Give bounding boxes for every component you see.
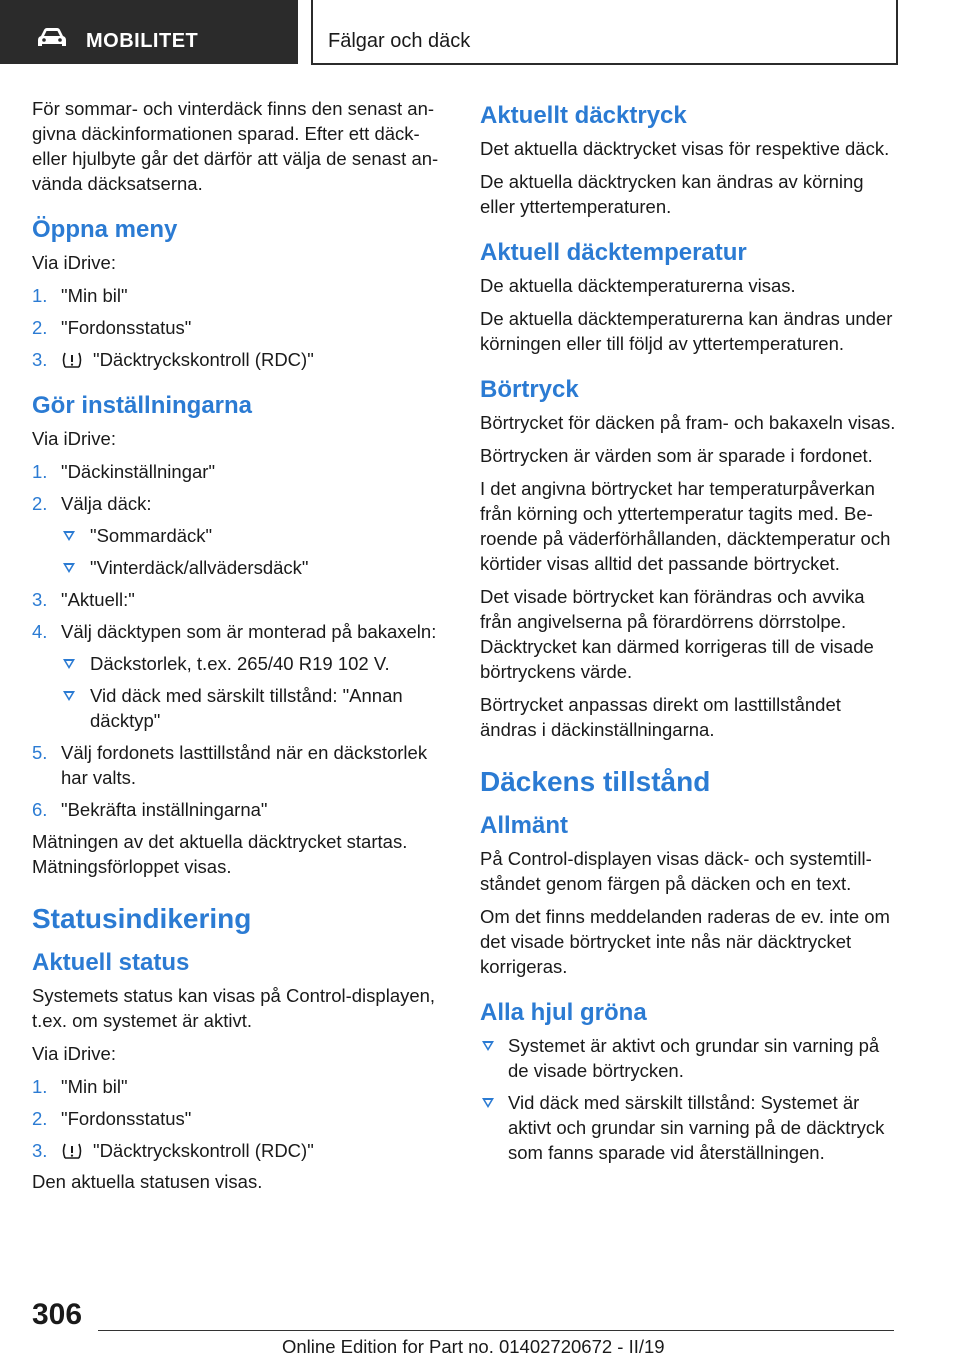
- status-steps: [32, 1074, 450, 1163]
- step-text: "Fordonsstatus": [61, 317, 192, 338]
- target-paragraph-1: Börtrycket för däcken på fram- och bakaxeln visas.: [480, 412, 896, 433]
- general-heading: Allmänt: [480, 812, 569, 839]
- list-item: [32, 283, 450, 308]
- triangle-bullet-icon: [63, 691, 75, 701]
- option-text: "Vinterdäck/allvädersdäck": [90, 557, 309, 578]
- step-number: 1.: [32, 285, 48, 306]
- current-status-heading: Aktuell status: [32, 949, 190, 976]
- list-item: [32, 797, 450, 822]
- triangle-bullet-icon: [482, 1041, 494, 1051]
- settings-steps: [32, 459, 450, 822]
- via-idrive-text: Via iDrive:: [32, 428, 116, 449]
- list-item: [32, 315, 450, 340]
- triangle-bullet-icon: [63, 659, 75, 669]
- step-number: 6.: [32, 799, 48, 820]
- step-number: 3.: [32, 349, 48, 370]
- step-number: 2.: [32, 493, 48, 514]
- current-pressure-heading: Aktuellt däcktryck: [480, 102, 687, 129]
- step-text: "Däckinställningar": [61, 461, 216, 482]
- page-header: [0, 0, 960, 66]
- bullet-text: Vid däck med särskilt tillstånd: Systemet är aktivt och grundar sin varning på de däcktryck som fanns sparade vid återställningen.: [508, 1092, 885, 1163]
- list-item: [480, 1090, 898, 1165]
- step-number: 1.: [32, 1076, 48, 1097]
- via-idrive-text: Via iDrive:: [32, 252, 116, 273]
- list-item: [32, 587, 450, 612]
- step-number: 3.: [32, 589, 48, 610]
- car-icon: [36, 27, 68, 54]
- step-number: 2.: [32, 1108, 48, 1129]
- step-text: "Däcktryckskontroll (RDC)": [93, 349, 314, 370]
- triangle-bullet-icon: [63, 531, 75, 541]
- tire-type-list: [61, 651, 450, 733]
- tire-pressure-warning-icon: [61, 352, 83, 368]
- settings-heading: Gör inställningarna: [32, 392, 253, 419]
- list-item: [61, 555, 450, 580]
- list-item: [32, 491, 450, 580]
- triangle-bullet-icon: [63, 563, 75, 573]
- step-text: "Min bil": [61, 1076, 128, 1097]
- edition-text: Online Edition for Part no. 01402720672 - II/19: [282, 1336, 665, 1357]
- section-tab[interactable]: [0, 0, 298, 64]
- target-paragraph-4: Det visade börtrycket kan förändras och avvika från angivelserna på förardörrens dörrstolpe. Däcktrycket kan därmed korrigeras till de visade börtryckens värde.: [480, 586, 874, 682]
- triangle-bullet-icon: [482, 1098, 494, 1108]
- option-text: "Sommardäck": [90, 525, 213, 546]
- target-paragraph-3: I det angivna börtrycket har temperaturpåverkan från körning och yttertemperatur tagits med. Beroende på väderförhållanden, däcktemperatur och körtider visas alltid det passande börtrycket.: [480, 478, 891, 574]
- list-item: [32, 1074, 450, 1099]
- step-text: Välj fordonets lasttillstånd när en däckstorlek har valts.: [61, 742, 428, 788]
- step-text: Välja däck:: [61, 493, 152, 514]
- step-number: 3.: [32, 1140, 48, 1161]
- target-paragraph-2: Börtrycken är värden som är sparade i fordonet.: [480, 445, 873, 466]
- chapter-title: Fälgar och däck: [328, 30, 471, 52]
- step-number: 2.: [32, 317, 48, 338]
- section-label: MOBILITET: [86, 30, 199, 52]
- list-item: [32, 1106, 450, 1131]
- step-text: "Min bil": [61, 285, 128, 306]
- current-temperature-heading: Aktuell däcktemperatur: [480, 239, 747, 266]
- tire-condition-heading: Däckens tillstånd: [480, 766, 711, 797]
- step-text: "Fordonsstatus": [61, 1108, 192, 1129]
- tire-choice-list: [61, 523, 450, 580]
- option-text: Vid däck med särskilt tillstånd: "Annan däcktyp": [90, 685, 403, 731]
- tire-pressure-warning-icon: [61, 1143, 83, 1159]
- left-column: [32, 96, 450, 1202]
- open-menu-heading: Öppna meny: [32, 216, 178, 243]
- measurement-note: Mätningen av det aktuella däcktrycket startas. Mätningsförloppet visas.: [32, 831, 408, 877]
- step-text: Välj däcktypen som är monterad på bakaxeln:: [61, 621, 437, 642]
- list-item: [32, 459, 450, 484]
- temperature-paragraph-1: De aktuella däcktemperaturerna visas.: [480, 275, 796, 296]
- status-heading: Statusindikering: [32, 903, 252, 934]
- page-number: 306: [32, 1298, 83, 1331]
- pressure-paragraph-1: Det aktuella däcktrycket visas för respektive däck.: [480, 138, 890, 159]
- status-paragraph: Systemets status kan visas på Control-displayen, t.ex. om systemet är aktivt.: [32, 985, 436, 1031]
- step-number: 4.: [32, 621, 48, 642]
- step-text: "Däcktryckskontroll (RDC)": [93, 1140, 314, 1161]
- chapter-tab[interactable]: [311, 0, 898, 65]
- list-item: [32, 347, 450, 372]
- status-note: Den aktuella statusen visas.: [32, 1171, 263, 1192]
- right-column: [480, 96, 898, 1172]
- footer-divider: [98, 1330, 894, 1331]
- bullet-text: Systemet är aktivt och grundar sin varning på de visade börtrycken.: [508, 1035, 880, 1081]
- step-number: 5.: [32, 742, 48, 763]
- list-item: [32, 619, 450, 733]
- target-pressure-heading: Börtryck: [480, 376, 579, 403]
- list-item: [32, 740, 450, 790]
- list-item: [61, 651, 450, 676]
- step-number: 1.: [32, 461, 48, 482]
- via-idrive-text: Via iDrive:: [32, 1043, 116, 1064]
- list-item: [61, 523, 450, 548]
- option-text: Däckstorlek, t.ex. 265/40 R19 102 V.: [90, 653, 390, 674]
- step-text: "Aktuell:": [61, 589, 135, 610]
- green-bullets: [480, 1033, 898, 1165]
- list-item: [32, 1138, 450, 1163]
- list-item: [61, 683, 450, 733]
- list-item: [480, 1033, 898, 1083]
- general-paragraph-2: Om det finns meddelanden raderas de ev. inte om det visade börtrycket inte nås när däcktrycket korrigeras.: [480, 906, 890, 977]
- target-paragraph-5: Börtrycket anpassas direkt om lasttillståndet ändras i däckinställningarna.: [480, 694, 841, 740]
- intro-paragraph: För sommar- och vinterdäck finns den senast angivna däckinformationen sparad. Efter ett däck- eller hjulbyte går det därför att välja de senast använda däcksatserna.: [32, 98, 439, 194]
- step-text: "Bekräfta inställningarna": [61, 799, 268, 820]
- open-menu-steps: [32, 283, 450, 372]
- pressure-paragraph-2: De aktuella däcktrycken kan ändras av körning eller yttertemperaturen.: [480, 171, 864, 217]
- general-paragraph-1: På Control-displayen visas däck- och systemtillståndet genom färgen på däcken och en text.: [480, 848, 872, 894]
- all-wheels-green-heading: Alla hjul gröna: [480, 999, 647, 1026]
- temperature-paragraph-2: De aktuella däcktemperaturerna kan ändras under körningen eller till följd av yttertemperaturen.: [480, 308, 893, 354]
